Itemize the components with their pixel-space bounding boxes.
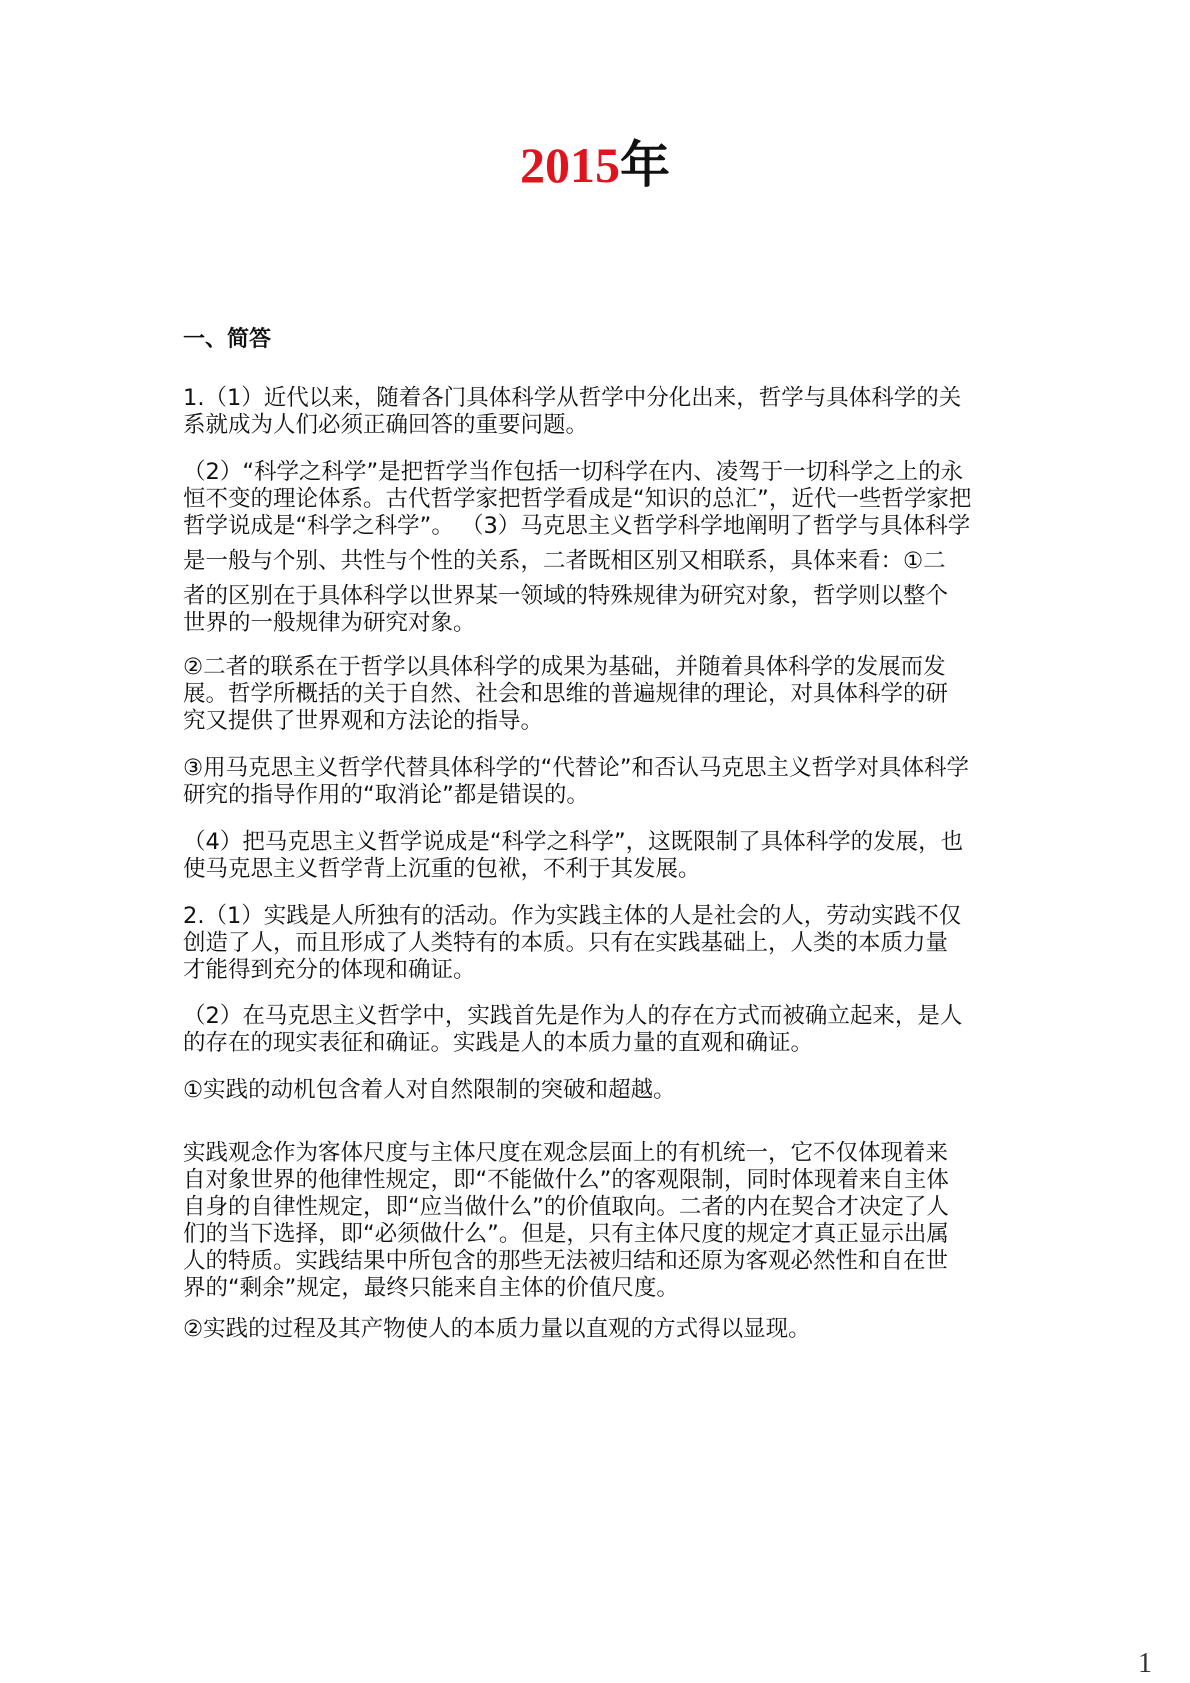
paragraph: [183, 755, 1043, 809]
text-line: 者的区别在于具体科学以世界某一领域的特殊规律为研究对象，哲学则以整个: [183, 583, 949, 609]
title-year: 2015: [520, 137, 620, 193]
text-line: 恒不变的理论体系。古代哲学家把哲学看成是“知识的总汇”，近代一些哲学家把: [183, 486, 972, 512]
text-line: ③用马克思主义哲学代替具体科学的“代替论”和否认马克思主义哲学对具体科学: [183, 755, 969, 781]
paragraph: [183, 903, 1043, 984]
paragraph: [183, 1077, 1043, 1104]
paragraph: [183, 829, 1043, 883]
paragraph: [183, 654, 1043, 735]
paragraph: [183, 459, 1043, 540]
paragraph: [183, 1140, 1043, 1302]
text-line: ①实践的动机包含着人对自然限制的突破和超越。: [183, 1077, 676, 1103]
text-line: （4）把马克思主义哲学说成是“科学之科学”，这既限制了具体科学的发展，也: [183, 829, 964, 855]
text-line: （2）“科学之科学”是把哲学当作包括一切科学在内、凌驾于一切科学之上的永: [183, 459, 964, 485]
text-line: 们的当下选择，即“必须做什么”。但是，只有主体尺度的规定才真正显示出属: [183, 1221, 949, 1247]
text-line: 2.（1）实践是人所独有的活动。作为实践主体的人是社会的人，劳动实践不仅: [183, 903, 962, 929]
paragraph: [183, 1003, 1043, 1057]
text-line: 人的特质。实践结果中所包含的那些无法被归结和还原为客观必然性和自在世: [183, 1248, 949, 1274]
page-title: [0, 135, 1190, 195]
text-line: 系就成为人们必须正确回答的重要问题。: [183, 412, 589, 438]
paragraph: [183, 1316, 1043, 1343]
text-line: 使马克思主义哲学背上沉重的包袱，不利于其发展。: [183, 856, 701, 882]
text-line: 的存在的现实表征和确证。实践是人的本质力量的直观和确证。: [183, 1030, 814, 1056]
section-heading: 一、简答: [183, 327, 272, 352]
text-line: 是一般与个别、共性与个性的关系，二者既相区别又相联系，具体来看：①二: [183, 548, 946, 574]
text-line: 1.（1）近代以来，随着各门具体科学从哲学中分化出来，哲学与具体科学的关: [183, 385, 962, 411]
text-line: ②实践的过程及其产物使人的本质力量以直观的方式得以显现。: [183, 1316, 811, 1342]
text-line: 哲学说成是“科学之科学”。 （3）马克思主义哲学科学地阐明了哲学与具体科学: [183, 513, 971, 539]
text-line: ②二者的联系在于哲学以具体科学的成果为基础，并随着具体科学的发展而发: [183, 654, 946, 680]
paragraph: [183, 583, 1043, 637]
text-line: 才能得到充分的体现和确证。: [183, 957, 476, 983]
page-number: 1: [1138, 1648, 1152, 1679]
text-line: 创造了人，而且形成了人类特有的本质。只有在实践基础上，人类的本质力量: [183, 930, 949, 956]
text-line: 世界的一般规律为研究对象。: [183, 610, 476, 636]
text-line: 展。哲学所概括的关于自然、社会和思维的普遍规律的理论，对具体科学的研: [183, 681, 949, 707]
text-line: （2）在马克思主义哲学中，实践首先是作为人的存在方式而被确立起来，是人: [183, 1003, 963, 1029]
text-line: 界的“剩余”规定，最终只能来自主体的价值尺度。: [183, 1275, 679, 1301]
paragraph: [183, 548, 1043, 575]
paragraph: [183, 385, 1043, 439]
text-line: 自身的自律性规定，即“应当做什么”的价值取向。二者的内在契合才决定了人: [183, 1194, 949, 1220]
text-line: 研究的指导作用的“取消论”都是错误的。: [183, 782, 589, 808]
text-line: 自对象世界的他律性规定，即“不能做什么”的客观限制，同时体现着来自主体: [183, 1167, 949, 1193]
text-line: 究又提供了世界观和方法论的指导。: [183, 708, 544, 734]
text-line: 实践观念作为客体尺度与主体尺度在观念层面上的有机统一，它不仅体现着来: [183, 1140, 949, 1166]
title-suffix: 年: [620, 136, 670, 194]
